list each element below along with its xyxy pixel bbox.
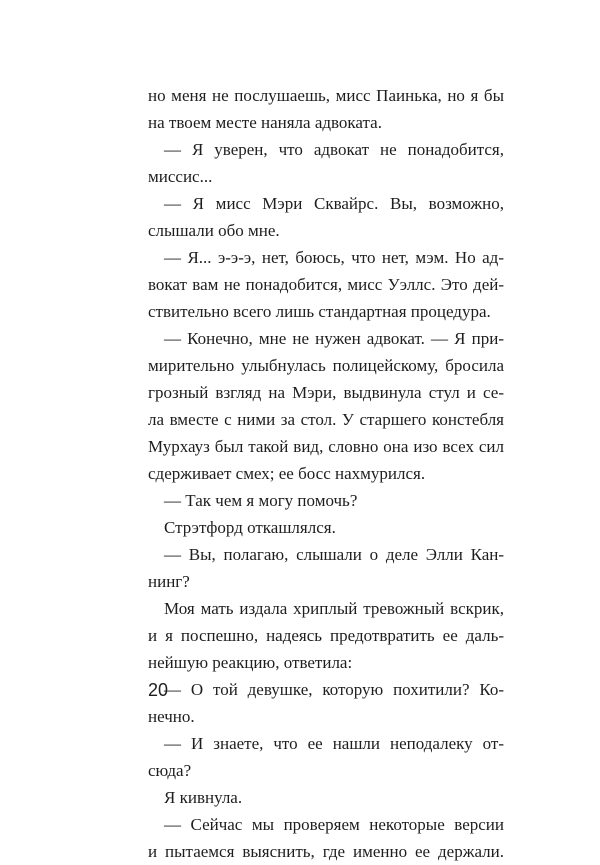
text-line: на твоем месте наняла адвоката. xyxy=(148,113,382,132)
text-line: и пытаемся выяснить, где именно ее держали. xyxy=(148,842,504,861)
text-line: — Сейчас мы проверяем некоторые версии xyxy=(164,815,504,834)
text-line: нейшую реакцию, ответила: xyxy=(148,653,353,672)
text-line: нинг? xyxy=(148,572,190,591)
text-line: — Вы, полагаю, слышали о деле Элли Кан- xyxy=(164,545,504,564)
text-line: сдерживает смех; ее босс нахмурился. xyxy=(148,464,426,483)
text-line: — Я... э-э-э, нет, боюсь, что нет, мэм. Но ад- xyxy=(164,248,504,267)
text-line: Мурхауз был такой вид, словно она изо всех сил xyxy=(148,437,504,456)
text-line: — Я уверен, что адвокат не понадобится, xyxy=(164,140,504,159)
text-line: ствительно всего лишь стандартная процедура. xyxy=(148,302,491,321)
text-line: но меня не послушаешь, мисс Паинька, но я бы xyxy=(148,86,504,105)
text-line: нечно. xyxy=(148,707,195,726)
text-line: Стрэтфорд откашлялся. xyxy=(164,518,336,537)
text-line: слышали обо мне. xyxy=(148,221,280,240)
text-line: Моя мать издала хриплый тревожный вскрик, xyxy=(164,599,504,618)
text-line: мирительно улыбнулась полицейскому, бросила xyxy=(148,356,504,375)
text-line: — Я мисс Мэри Сквайрс. Вы, возможно, xyxy=(164,194,504,213)
text-line: Я кивнула. xyxy=(164,788,243,807)
text-line: — О той девушке, которую похитили? Ко- xyxy=(164,680,504,699)
text-line: миссис... xyxy=(148,167,213,186)
text-line: вокат вам не понадобится, мисс Уэллс. Это дей- xyxy=(148,275,504,294)
page-number: 20 xyxy=(148,680,169,700)
page-text xyxy=(148,82,504,865)
text-line: грозный взгляд на Мэри, выдвинула стул и се- xyxy=(148,383,504,402)
text-line: — И знаете, что ее нашли неподалеку от- xyxy=(164,734,504,753)
text-line: — Конечно, мне не нужен адвокат. — Я при- xyxy=(164,329,504,348)
text-line: ла вместе с ними за стол. У старшего констебля xyxy=(148,410,504,429)
text-line: — Так чем я могу помочь? xyxy=(164,491,358,510)
text-line: и я поспешно, надеясь предотвратить ее даль- xyxy=(148,626,504,645)
text-line: сюда? xyxy=(148,761,192,780)
